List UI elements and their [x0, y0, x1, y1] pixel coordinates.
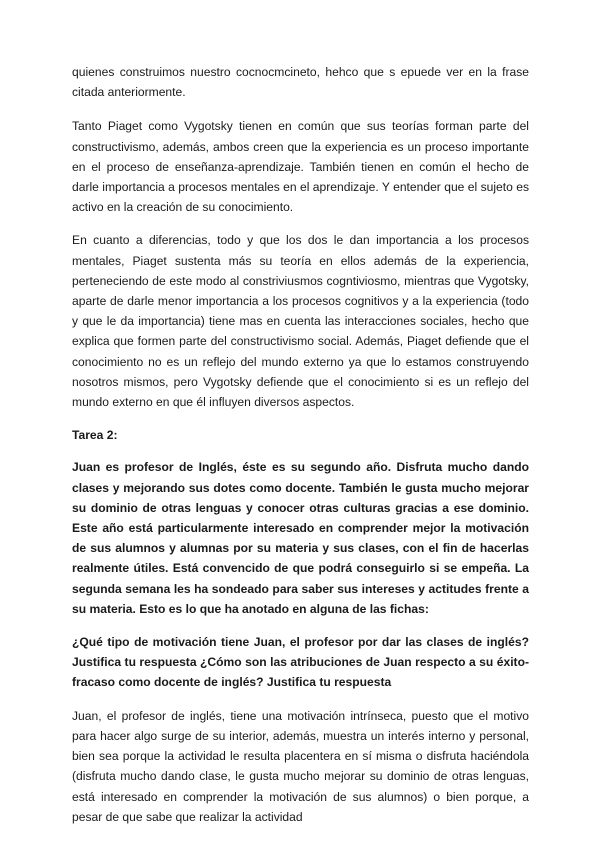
paragraph-continuation: quienes construimos nuestro cocnocmcineto, hehco que s epuede ver en la frase citada anteriormente.: [72, 65, 529, 100]
answer-paragraph: Juan, el profesor de inglés, tiene una motivación intrínseca, puesto que el motivo para hacer algo surge de su interior, además, muestra un interés interno y personal, bien sea porque la actividad le resulta placentera en sí misma o disfruta haciéndola (disfruta mucho dando clase, le gusta mucho mejorar su dominio de otras lenguas, está interesado en comprender la motivación de sus alumnos) o bien porque, a pesar de que sabe que realizar la actividad: [72, 708, 529, 824]
task-heading: Tarea 2:: [72, 428, 118, 443]
task-question: ¿Qué tipo de motivación tiene Juan, el profesor por dar las clases de inglés? Justifica tu respuesta ¿Cómo son las atribuciones de Juan respecto a su éxito-fracaso como docente de inglés? Justifica tu respuesta: [72, 635, 529, 690]
paragraph-differences: En cuanto a diferencias, todo y que los dos le dan importancia a los procesos mentales, Piaget sustenta más su teoría en ellos además de la experiencia, perteneciendo de este modo al constriviusmos cogntiviosmo, mientras que Vygotsky, aparte de darle menor importancia a los procesos cognitivos y a la experiencia (todo y que le da importancia) tiene mas en cuenta las interacciones sociales, hecho que explica que formen parte del constructivismo social. Además, Piaget defiende que el conocimiento no es un reflejo del mundo externo ya que lo estamos construyendo nosotros mismos, pero Vygotsky defiende que el conocimiento si es un reflejo del mundo externo en que él influyen diversos aspectos.: [72, 233, 529, 410]
task-statement: Juan es profesor de Inglés, éste es su segundo año. Disfruta mucho dando clases y mejorando sus dotes como docente. También le gusta mucho mejorar su dominio de otras lenguas y conocer otras culturas gracias a ese dominio. Este año está particularmente interesado en comprender mejor la motivación de sus alumnos y alumnas por su materia y sus clases, con el fin de hacerlas realmente útiles. Está convencido de que podrá conseguirlo si se empeña. La segunda semana les ha sondeado para saber sus intereses y actitudes frente a su materia. Esto es lo que ha anotado en alguna de las fichas:: [72, 460, 529, 616]
paragraph-similarities: Tanto Piaget como Vygotsky tienen en común que sus teorías forman parte del constructivismo, además, ambos creen que la experiencia es un proceso importante en el proceso de enseñanza-aprendizaje. También tienen en común el hecho de darle importancia a procesos mentales en el aprendizaje. Y entender que el sujeto es activo en la creación de su conocimiento.: [72, 119, 529, 215]
